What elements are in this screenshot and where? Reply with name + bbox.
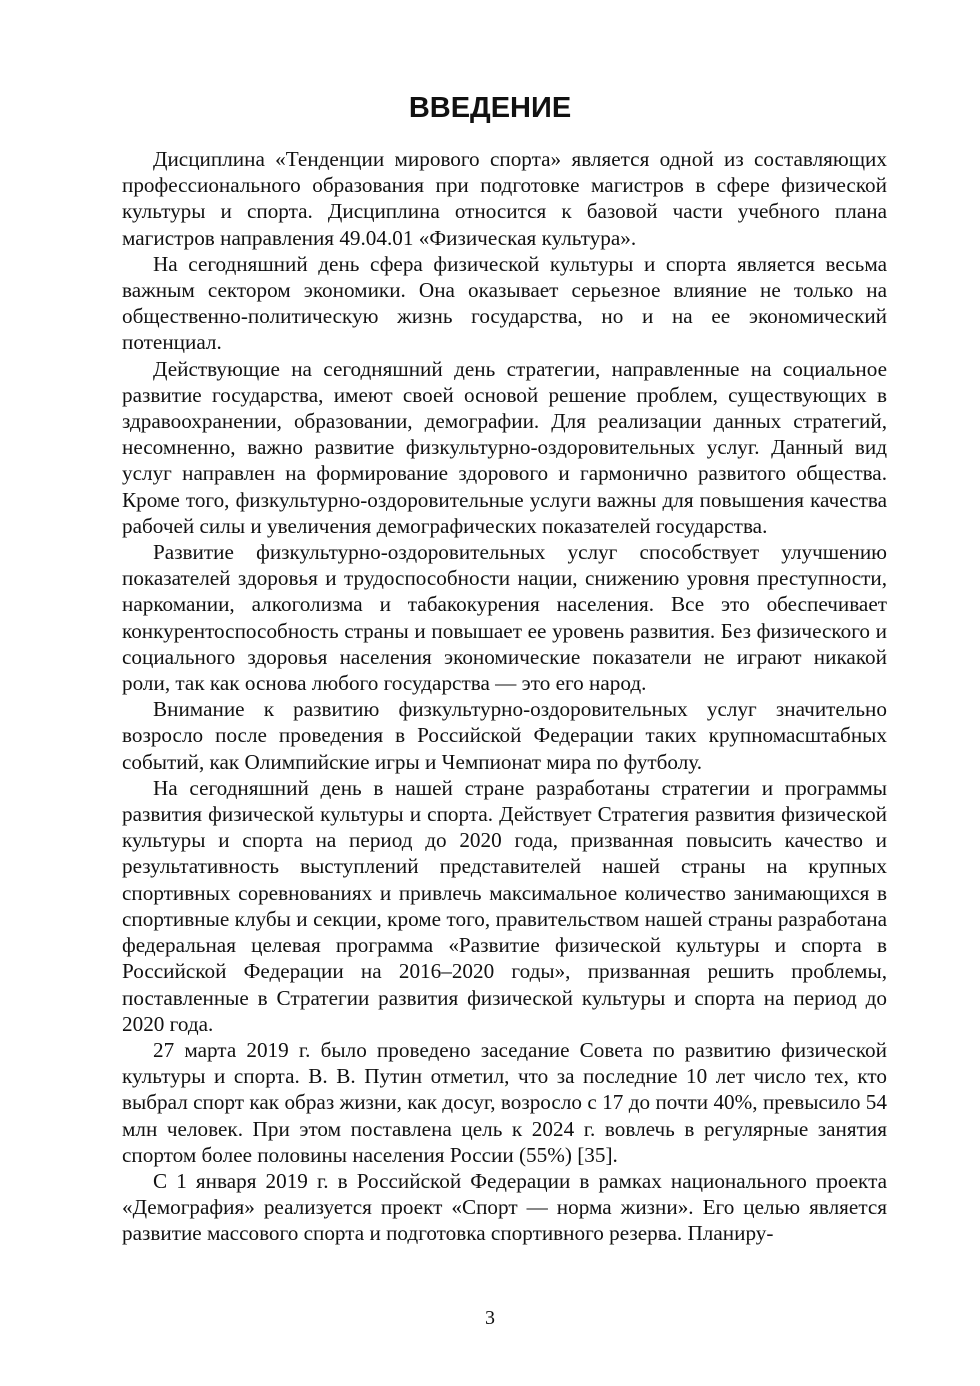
paragraph: С 1 января 2019 г. в Российской Федерации в рамках национального проекта «Демография» реализуется проект «Спорт — норма жизни». Его целью является развитие массового спорта и подготовка спортивного резерва. Планиру- [122,1168,887,1246]
paragraph: Действующие на сегодняшний день стратегии, направленные на социальное развитие государства, имеют своей основой решение проблем, существующих в здравоохранении, образовании, демографии. Для реализации данных стратегий, несомненно, важно развитие физкультурно-оздоровительных услуг. Данный вид услуг направлен на формирование здорового и гармонично развитого общества. Кроме того, физкультурно-оздоровительные услуги важны для повышения качества рабочей силы и увеличения демографических показателей государства. [122,356,887,538]
paragraph: 27 марта 2019 г. было проведено заседание Совета по развитию физической культуры и спорта. В. В. Путин отметил, что за последние 10 лет число тех, кто выбрал спорт как образ жизни, как досуг, возросло с 17 до почти 40%, превысило 54 млн человек. При этом поставлена цель к 2024 г. вовлечь в регулярные занятия спортом более половины населения России (55%) [35]. [122,1037,887,1167]
page-title: ВВЕДЕНИЕ [408,92,572,124]
paragraph: Внимание к развитию физкультурно-оздоровительных услуг значительно возросло после проведения в Российской Федерации таких крупномасштабных событий, как Олимпийские игры и Чемпионат мира по футболу. [122,697,887,774]
paragraph: На сегодняшний день сфера физической культуры и спорта является весьма важным сектором экономики. Она оказывает серьезное влияние не только на общественно-политическую жизнь государства, но и на ее экономический потенциал. [122,251,887,355]
body-text [122,146,887,1247]
page-number: 3 [485,1307,495,1329]
paragraph: Дисциплина «Тенденции мирового спорта» является одной из составляющих профессионального образования при подготовке магистров в сфере физической культуры и спорта. Дисциплина относится к базовой части учебного плана магистров направления 49.04.01 «Физическая культура». [122,147,887,250]
paragraph: Развитие физкультурно-оздоровительных услуг способствует улучшению показателей здоровья и трудоспособности нации, снижению уровня преступности, наркомании, алкоголизма и табакокурения населения. Все это обеспечивает конкурентоспособность страны и повышает ее уровень развития. Без физического и социального здоровья населения экономические показатели не играют никакой роли, так как основа любого государства — это его народ. [122,540,887,696]
paragraph: На сегодняшний день в нашей стране разработаны стратегии и программы развития физической культуры и спорта. Действует Стратегия развития физической культуры и спорта на период до 2020 года, призванная повысить качество и результативность выступлений представителей нашей страны на крупных спортивных соревнованиях и привлечь максимальное количество занимающихся в спортивные клубы и секции, кроме того, правительством нашей страны разработана федеральная целевая программа «Развитие физической культуры и спорта в Российской Федерации на 2016–2020 годы», призванная решить проблемы, поставленные в Стратегии развития физической культуры и спорта на период до 2020 года. [122,775,887,1036]
